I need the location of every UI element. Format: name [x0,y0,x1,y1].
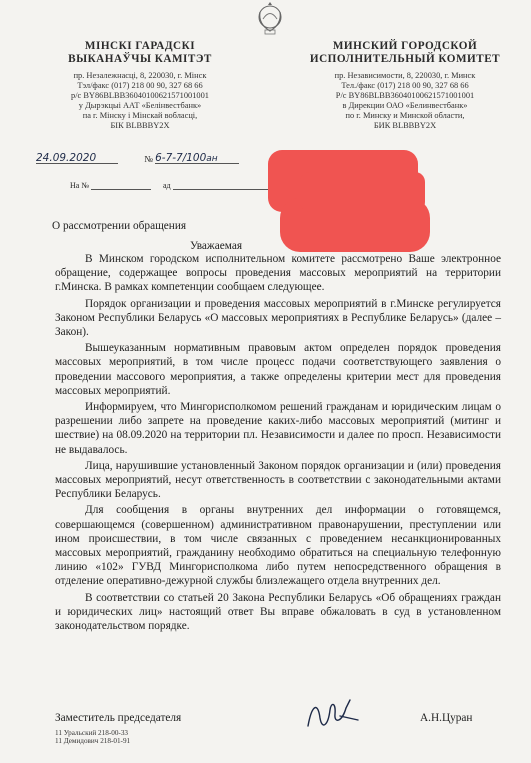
address-block-by [35,71,245,131]
body-paragraph: Порядок организации и проведения массовых мероприятий в г.Минске регулируется Законом Республики Беларусь «О массовых мероприятиях в Республике Беларусь» (далее – Закон). [55,297,501,339]
address-line: Тэл/факс (017) 218 00 90, 327 68 66 [77,81,203,90]
address-line: Р/с BY86BLBB36040100621571001001 [335,91,475,100]
body-paragraph: Для сообщения в органы внутренних дел информации о готовящемся, совершающемся (совершенном) административном правонарушении, преступлении или ином происшествии, в том числе связанных с проведением несанкционированных массовых мероприятий, гражданину необходимо обратиться на специальную телефонную линию «102» ГУВД Мингорисполкома либо путем непосредственного обращения в отделение оперативно-дежурной службы близлежащего отдела внутренних дел. [55,504,501,588]
ref-from: ад [162,181,171,190]
ref-number-field [91,178,151,190]
salutation: Уважаемая [190,240,243,252]
letter-subject: О рассмотрении обращения [52,220,187,232]
registration-row [36,152,239,164]
header-by [35,40,245,131]
address-line: р/с BY86BLBB36040100621571001001 [71,91,209,100]
handwritten-number-suffix: ан [206,154,218,164]
body-paragraph: Лица, нарушившие установленный Законом порядок организации и (или) проведения массовых мероприятий, несут ответственность в соответствии с законодательными актами Республики Беларусь. [55,459,501,501]
body-paragraph: В Минском городском исполнительном комитете рассмотрено Ваше электронное обращение, содержащее вопросы проведения массовых мероприятий на территории г.Минска. В рамках компетенции сообщаем следующее. [55,253,501,294]
number-prefix: № [144,154,153,164]
handwritten-date: 24.09.2020 [36,152,97,164]
handwritten-number: 6-7-7/100 [155,152,207,164]
org-name-ru-line2: ИСПОЛНИТЕЛЬНЫЙ КОМИТЕТ [309,52,501,65]
ref-date-field [173,178,268,190]
address-line: БІК BLBBBY2X [110,121,170,130]
address-line: Тел./факс (017) 218 00 90, 327 68 66 [341,81,469,90]
ref-prefix: На № [70,181,89,190]
header-ru [300,40,510,131]
handwritten-signature [300,696,370,736]
contact-line: 11 Уральский 218-00-33 [55,729,129,737]
address-line: пр. Незалежнасці, 8, 220030, г. Мінск [73,71,207,80]
date-field [36,152,118,164]
address-line: по г. Минску и Минской области, [345,111,465,120]
address-line: БИК BLBBBY2X [373,121,437,130]
body-paragraph: Вышеуказанным нормативным правовым актом определен порядок проведения массовых мероприятий, в том числе процесс подачи соответствующего заявления о проведении массового мероприятия, а также определены критерии мест для проведения массовых мероприятий. [55,342,501,397]
address-block-ru [300,71,510,131]
body-paragraph: В соответствии со статьей 20 Закона Республики Беларусь «Об обращениях граждан и юридических лиц» настоящий ответ Вы вправе обжаловать в суд в установленном законодательством порядке. [55,591,501,633]
org-name-by-line1: МІНСКІ ГАРАДСКІ [84,40,196,52]
address-line: в Дирекции ОАО «Белинвестбанк» [342,101,468,110]
state-emblem-icon [254,2,286,36]
number-field [155,152,239,164]
body-paragraph: Информируем, что Мингорисполкомом решений гражданам и юридическим лицам о разрешении либо запрете на проведение каких-либо массовых мероприятий (митинг и шествие) на 08.09.2020 на территории пл. Независимости и далее по просп. Независимости не выдавалось. [55,401,501,456]
letter-body [55,252,501,635]
contact-line: 11 Демидович 218-01-91 [55,737,131,746]
signatory-position: Заместитель председателя [55,712,182,724]
address-line: па г. Мінску і Мінскай вобласці, [82,111,198,120]
org-name-ru-line1: МИНСКИЙ ГОРОДСКОЙ [332,40,478,52]
reference-row [70,178,268,190]
address-line: пр. Независимости, 8, 220030, г. Минск [334,71,476,80]
contacts-block [55,729,130,746]
signatory-name: А.Н.Цуран [420,712,473,724]
redaction-mark [300,172,425,212]
address-line: у Дырэкцыі ААТ «Белінвестбанк» [78,101,202,110]
org-name-by-line2: ВЫКАНАЎЧЫ КАМІТЭТ [68,52,212,65]
